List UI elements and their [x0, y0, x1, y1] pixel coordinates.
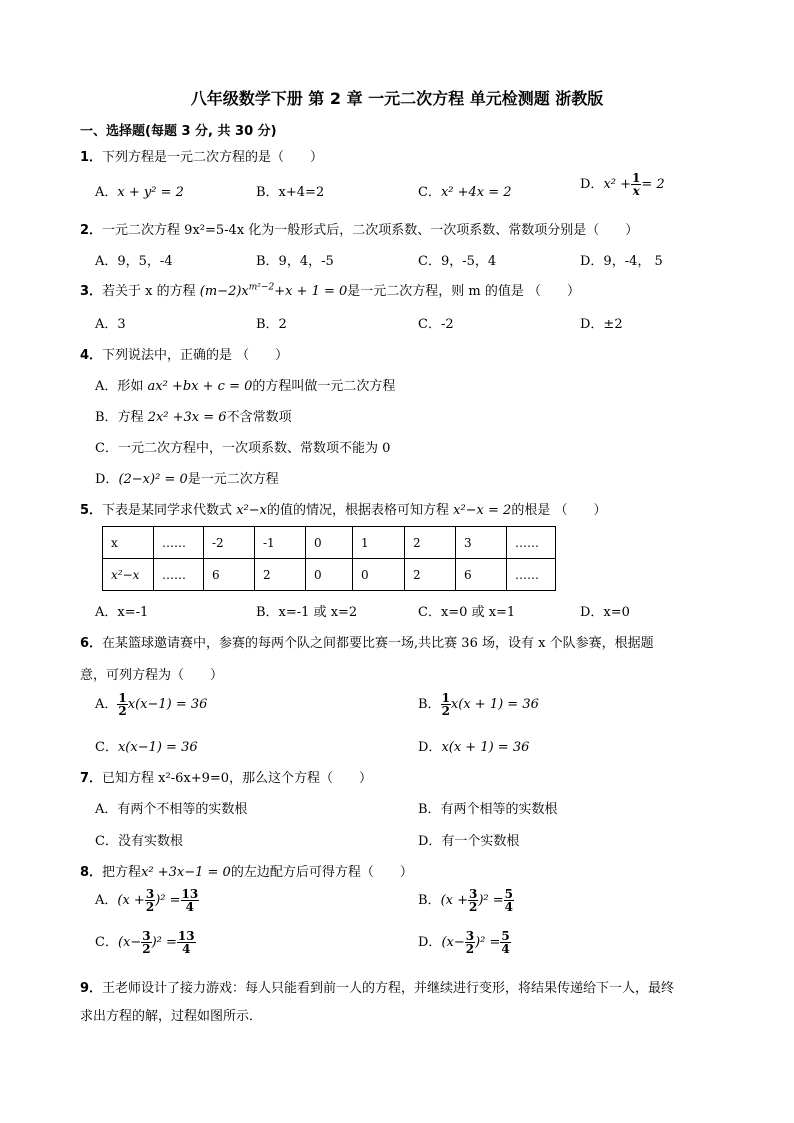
q2-option-c: C．9，-5，4: [418, 254, 497, 269]
table-row: [103, 527, 556, 559]
question-4: 4．下列说法中，正确的是 （ ）: [80, 348, 289, 363]
table-cell: ……: [507, 559, 556, 591]
question-9-cont: 求出方程的解，过程如图所示．: [80, 1009, 263, 1024]
q8-option-b: B．(x + $\frac{3}{2}$ )² = $\frac{5}{4}$: [418, 887, 514, 914]
table-cell: -1: [255, 527, 306, 559]
q8-option-a: A．(x + $\frac{3}{2}$ )² = $\frac{13}{4}$: [95, 887, 199, 914]
table-cell: 0: [306, 527, 353, 559]
q4-option-d: D．(2−x)² = 0是一元二次方程: [95, 472, 279, 487]
q7-option-b: B．有两个相等的实数根: [418, 802, 558, 817]
q2-option-d: D．9，-4， 5: [580, 254, 663, 269]
table-cell: 2: [405, 527, 456, 559]
q7-option-a: A．有两个不相等的实数根: [95, 802, 248, 817]
q4-option-a: A．形如 ax² +bx + c = 0的方程叫做一元二次方程: [95, 379, 396, 394]
page-title: 八年级数学下册 第 2 章 一元二次方程 单元检测题 浙教版: [190, 89, 604, 108]
question-3: 3．若关于 x 的方程 $(m-2)x^{m^2-2}+x + 1 = 0$是一元二次方程，则 m 的值是 （ ）: [80, 282, 581, 299]
q1-option-a: A．x + y² = 2: [95, 185, 184, 200]
table-cell: 0: [353, 559, 405, 591]
table-cell: 3: [456, 527, 507, 559]
table-cell: 1: [353, 527, 405, 559]
q3-option-b: B．2: [256, 317, 287, 332]
q5-option-b: B．x=-1 或 x=2: [256, 605, 358, 620]
section-heading: 一、选择题(每题 3 分, 共 30 分): [80, 124, 277, 139]
q8-option-d: D．(x− $\frac{3}{2}$ )² = $\frac{5}{4}$: [418, 929, 510, 956]
q4-option-b: B．方程 2x² +3x = 6不含常数项: [95, 410, 292, 425]
q8-option-c: C．(x− $\frac{3}{2}$ )² = $\frac{13}{4}$: [95, 929, 195, 956]
table-cell: x²−x: [103, 559, 154, 591]
question-2: 2．一元二次方程 9x²=5-4x 化为一般形式后，二次项系数、一次项系数、常数项分别是（ ）: [80, 223, 639, 238]
q3-option-d: D．±2: [580, 317, 623, 332]
q4-option-c: C．一元二次方程中，一次项系数、常数项不能为 0: [95, 441, 391, 456]
question-8: 8．把方程x² +3x−1 = 0的左边配方后可得方程（ ）: [80, 865, 413, 880]
table-cell: 6: [204, 559, 255, 591]
table-row: [103, 559, 556, 591]
q1-option-b: B．x+4=2: [256, 185, 325, 200]
question-6: 6．在某篮球邀请赛中，参赛的每两个队之间都要比赛一场,共比赛 36 场，设有 x 个队参赛，根据题: [80, 636, 654, 651]
q5-option-c: C．x=0 或 x=1: [418, 605, 516, 620]
q6-option-d: D．x(x + 1) = 36: [418, 740, 530, 755]
q3-option-c: C．-2: [418, 317, 454, 332]
q1-option-c: C．x² +4x = 2: [418, 185, 512, 200]
value-table: [102, 526, 556, 591]
table-cell: 6: [456, 559, 507, 591]
q6-option-c: C．x(x−1) = 36: [95, 740, 198, 755]
table-cell: ……: [154, 527, 204, 559]
question-9: 9．王老师设计了接力游戏：每人只能看到前一人的方程，并继续进行变形，将结果传递给下一人，最终: [80, 981, 675, 996]
table-cell: x: [103, 527, 154, 559]
table-cell: 0: [306, 559, 353, 591]
table-cell: 2: [405, 559, 456, 591]
question-1: 1．下列方程是一元二次方程的是（ ）: [80, 150, 324, 165]
q2-option-b: B．9，4，-5: [256, 254, 334, 269]
q2-option-a: A．9，5，-4: [95, 254, 173, 269]
q6-option-a: A． $\frac{1}{2}$ x(x−1) = 36: [95, 691, 208, 718]
question-5: 5．下表是某同学求代数式 x²−x的值的情况，根据表格可知方程 x²−x = 2的根是 （ ）: [80, 503, 607, 518]
q6-option-b: B． $\frac{1}{2}$ x(x + 1) = 36: [418, 691, 539, 718]
q3-option-a: A．3: [95, 317, 126, 332]
question-7: 7．已知方程 x²-6x+9=0，那么这个方程（ ）: [80, 771, 373, 786]
question-6-cont: 意，可列方程为（ ）: [80, 668, 224, 683]
q7-option-c: C．没有实数根: [95, 834, 183, 849]
q5-option-d: D．x=0: [580, 605, 630, 620]
table-cell: 2: [255, 559, 306, 591]
table-cell: ……: [507, 527, 556, 559]
q1-option-d: D．x² + $\frac{1}{x}$ = 2: [580, 171, 665, 198]
q7-option-d: D．有一个实数根: [418, 834, 520, 849]
table-cell: -2: [204, 527, 255, 559]
q5-option-a: A．x=-1: [95, 605, 149, 620]
table-cell: ……: [154, 559, 204, 591]
